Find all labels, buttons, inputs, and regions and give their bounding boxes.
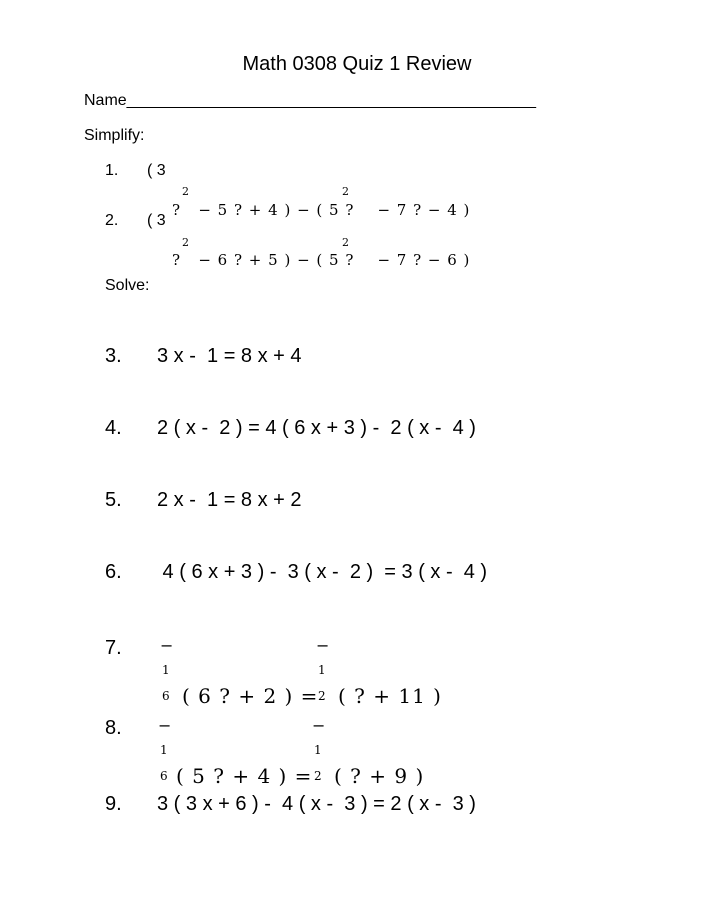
problem-1-number: 1.	[105, 162, 119, 179]
problem-5-equation: 2 x - 1 = 8 x + 2	[157, 489, 302, 511]
problem-4-number: 4.	[105, 417, 122, 439]
problem-2-exponent-b: 2	[342, 185, 349, 198]
problem-3-number: 3.	[105, 345, 122, 367]
problem-5-number: 5.	[105, 489, 122, 511]
name-line: Name______________________________________________	[84, 92, 537, 109]
problem-8-left-denominator: 6	[160, 769, 168, 783]
problem-1-expression: ? − 6 ? + 5 ) − ( 5 ? − 7 ? − 6 )	[172, 251, 471, 269]
problem-6-number: 6.	[105, 561, 122, 583]
solve-heading: Solve:	[105, 277, 150, 294]
problem-8-left-expression: ( 5 ? + 4 ) =	[176, 764, 313, 788]
problem-8-right-expression: ( ? + 9 )	[334, 764, 425, 788]
problem-9-number: 9.	[105, 793, 122, 815]
problem-4-equation: 2 ( x - 2 ) = 4 ( 6 x + 3 ) - 2 ( x - 4 )	[157, 417, 476, 439]
problem-7-right-expression: ( ? + 11 )	[338, 684, 442, 708]
problem-1-exponent-a: 2	[182, 236, 189, 249]
problem-7-left-expression: ( 6 ? + 2 ) =	[182, 684, 319, 708]
problem-8-left-numerator: 1	[160, 743, 168, 757]
problem-2-exponent-a: 2	[182, 185, 189, 198]
problem-7-right-bar: −	[316, 636, 330, 655]
problem-2-lead: ( 3	[147, 212, 166, 229]
problem-7-right-denominator: 2	[318, 689, 326, 703]
problem-7-left-denominator: 6	[162, 689, 170, 703]
problem-7-number: 7.	[105, 637, 122, 659]
page-title: Math 0308 Quiz 1 Review	[242, 53, 472, 75]
problem-7-right-numerator: 1	[318, 663, 326, 677]
problem-7-left-bar: −	[160, 636, 174, 655]
problem-8-right-bar: −	[312, 716, 326, 735]
simplify-heading: Simplify:	[84, 127, 145, 144]
problem-8-right-numerator: 1	[314, 743, 322, 757]
problem-9-equation: 3 ( 3 x + 6 ) - 4 ( x - 3 ) = 2 ( x - 3 )	[157, 793, 476, 815]
problem-2-number: 2.	[105, 212, 119, 229]
problem-6-equation: 4 ( 6 x + 3 ) - 3 ( x - 2 ) = 3 ( x - 4 )	[157, 561, 488, 583]
problem-8-number: 8.	[105, 717, 122, 739]
problem-8-right-denominator: 2	[314, 769, 322, 783]
problem-2-expression: ? − 5 ? + 4 ) − ( 5 ? − 7 ? − 4 )	[172, 201, 471, 219]
problem-3-equation: 3 x - 1 = 8 x + 4	[157, 345, 302, 367]
problem-1-exponent-b: 2	[342, 236, 349, 249]
problem-8-left-bar: −	[158, 716, 172, 735]
problem-1-lead: ( 3	[147, 162, 166, 179]
problem-7-left-numerator: 1	[162, 663, 170, 677]
